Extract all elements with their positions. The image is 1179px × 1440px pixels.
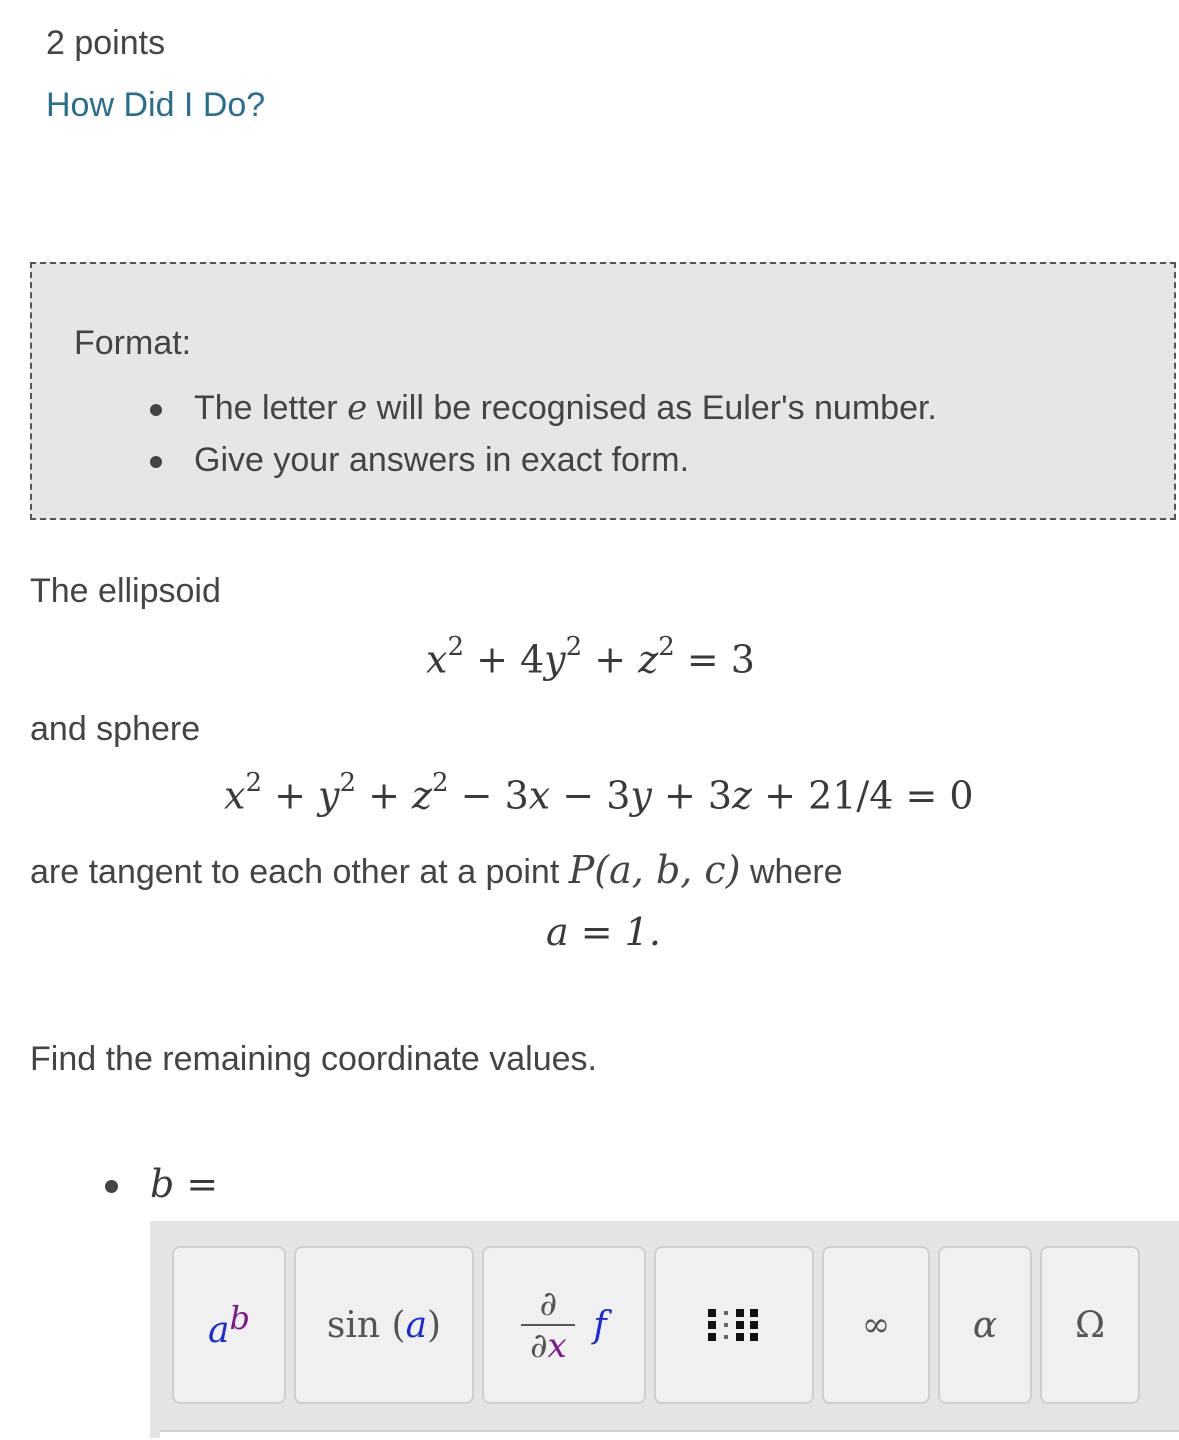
partial-derivative-icon: ∂ ∂x f	[521, 1284, 606, 1366]
answer-label-b: b =	[150, 1162, 219, 1206]
greek-lower-button[interactable]	[938, 1246, 1032, 1404]
format-list	[142, 382, 937, 486]
greek-upper-button[interactable]	[1040, 1246, 1140, 1404]
find-text: Find the remaining coordinate values.	[30, 1040, 597, 1078]
superscript-icon: $a^b$	[208, 1299, 250, 1351]
and-sphere-text: and sphere	[30, 710, 201, 748]
functions-button[interactable]	[294, 1246, 474, 1404]
infinity-button[interactable]	[822, 1246, 930, 1404]
points-label: 2 points	[46, 24, 166, 62]
omega-icon: Ω	[1075, 1304, 1105, 1346]
format-title: Format:	[74, 324, 192, 362]
sphere-equation: $x^2 + y^2 + z^2 - 3x - 3y + 3z + 21/4 = 0$	[224, 768, 974, 818]
ellipsoid-equation: $x^2 + 4y^2 + z^2 = 3$	[426, 632, 755, 682]
calculus-button[interactable]	[482, 1246, 646, 1404]
sin-function-icon: sin (a)	[326, 1304, 442, 1346]
intro-text: The ellipsoid	[30, 572, 221, 610]
math-toolbar	[150, 1221, 1179, 1438]
superscript-button[interactable]	[172, 1246, 286, 1404]
format-item-euler: The letter e will be recognised as Euler's number.	[142, 382, 937, 434]
matrix-icon	[708, 1309, 760, 1341]
format-item-exact: Give your answers in exact form.	[142, 434, 937, 486]
condition-a: a = 1.	[546, 910, 661, 954]
infinity-icon: ∞	[861, 1305, 891, 1345]
how-did-i-do-link[interactable]: How Did I Do?	[46, 86, 266, 124]
answer-bullet	[105, 1180, 118, 1193]
point-p: P(a, b, c)	[568, 848, 741, 892]
alpha-icon: α	[972, 1304, 998, 1346]
tangent-text: are tangent to each other at a point P(a, b, c) where	[30, 848, 843, 892]
format-box	[30, 262, 1176, 520]
answer-input-edge[interactable]	[160, 1430, 1179, 1440]
matrix-button[interactable]	[654, 1246, 814, 1404]
